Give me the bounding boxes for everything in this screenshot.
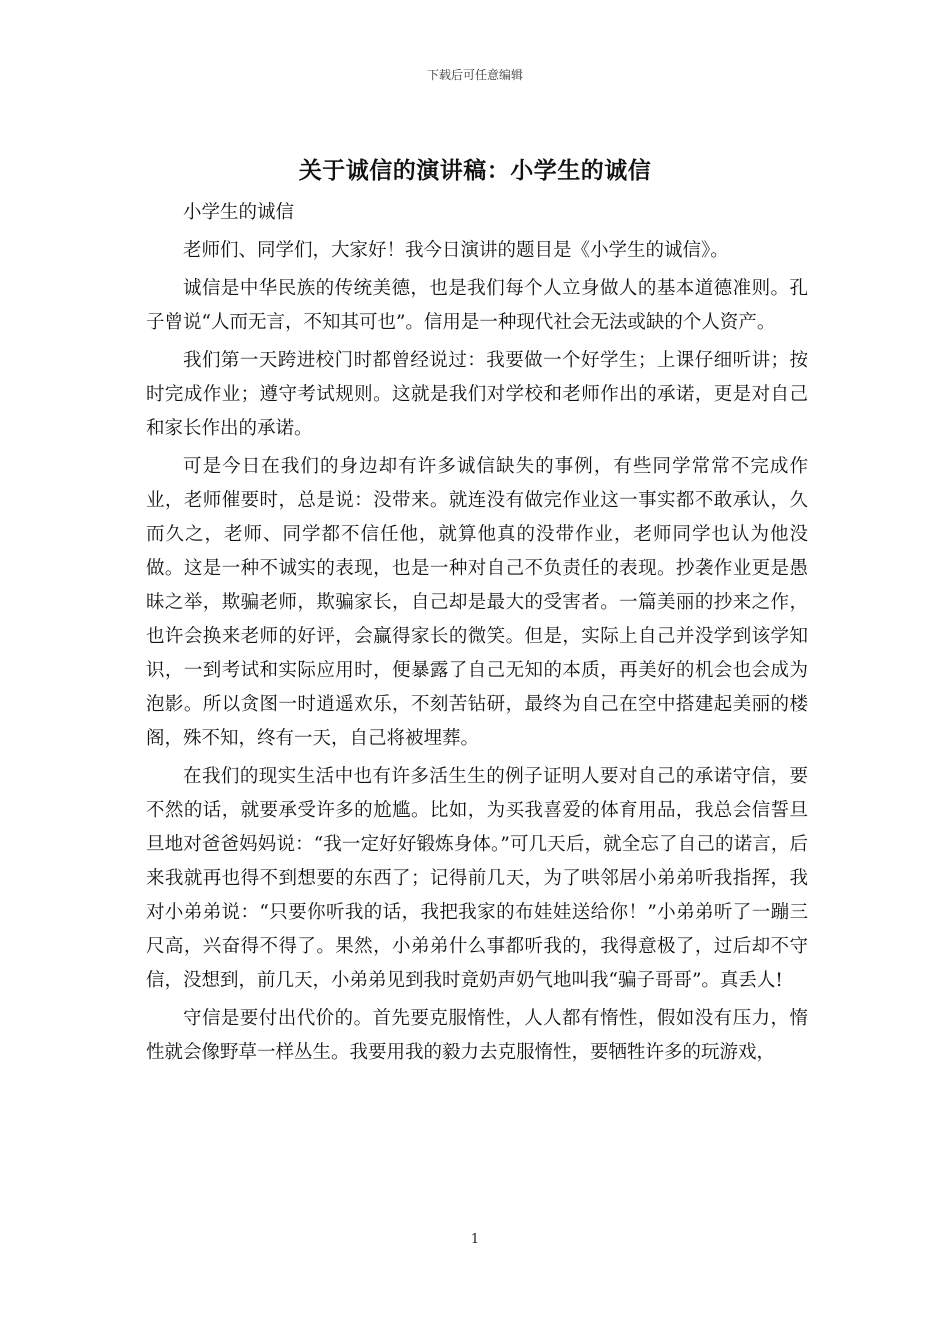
paragraph: 诚信是中华民族的传统美德，也是我们每个人立身做人的基本道德准则。孔子曾说“人而无言，不知其可也”。信用是一种现代社会无法或缺的个人资产。 xyxy=(146,278,808,333)
paragraph: 守信是要付出代价的。首先要克服惰性，人人都有惰性，假如没有压力，惰性就会像野草一样丛生。我要用我的毅力去克服惰性，要牺牲许多的玩游戏， xyxy=(146,1008,808,1063)
paragraph: 我们第一天跨进校门时都曾经说过：我要做一个好学生；上课仔细听讲；按时完成作业；遵守考试规则。这就是我们对学校和老师作出的承诺，更是对自己和家长作出的承诺。 xyxy=(146,350,808,439)
header-note: 下载后可任意编辑 xyxy=(426,68,523,82)
document-body xyxy=(146,196,808,1074)
page-number: 1 xyxy=(470,1232,480,1247)
paragraph: 在我们的现实生活中也有许多活生生的例子证明人要对自己的承诺守信，要不然的话，就要承受许多的尬尴。比如，为买我喜爱的体育用品，我总会信誓旦旦地对爸爸妈妈说：“我一定好好锻炼身体。”可几天后，就全忘了自己的诺言，后来我就再也得不到想要的东西了；记得前几天，为了哄邻居小弟弟听我指挥，我对小弟弟说：“只要你听我的话，我把我家的布娃娃送给你！”小弟弟听了一蹦三尺高，兴奋得不得了。果然，小弟弟什么事都听我的，我得意极了，过后却不守信，没想到，前几天，小弟弟见到我时竟奶声奶气地叫我“骗子哥哥”。真丢人! xyxy=(146,766,808,991)
paragraph: 可是今日在我们的身边却有许多诚信缺失的事例，有些同学常常不完成作业，老师催要时，总是说：没带来。就连没有做完作业这一事实都不敢承认，久而久之，老师、同学都不信任他，就算他真的没带作业，老师同学也认为他没做。这是一种不诚实的表现，也是一种对自己不负责任的表现。抄袭作业更是愚昧之举，欺骗老师，欺骗家长，自己却是最大的受害者。一篇美丽的抄来之作，也许会换来老师的好评，会赢得家长的微笑。但是，实际上自己并没学到该学知识，一到考试和实际应用时，便暴露了自己无知的本质，再美好的机会也会成为泡影。所以贪图一时逍遥欢乐，不刻苦钻研，最终为自己在空中搭建起美丽的楼阁，殊不知，终有一天，自己将被埋葬。 xyxy=(146,456,808,749)
paragraph: 老师们、同学们，大家好！我今日演讲的题目是《小学生的诚信》。 xyxy=(183,240,729,261)
paragraph-subtitle: 小学生的诚信 xyxy=(183,202,295,223)
page-title: 关于诚信的演讲稿：小学生的诚信 xyxy=(298,157,652,184)
